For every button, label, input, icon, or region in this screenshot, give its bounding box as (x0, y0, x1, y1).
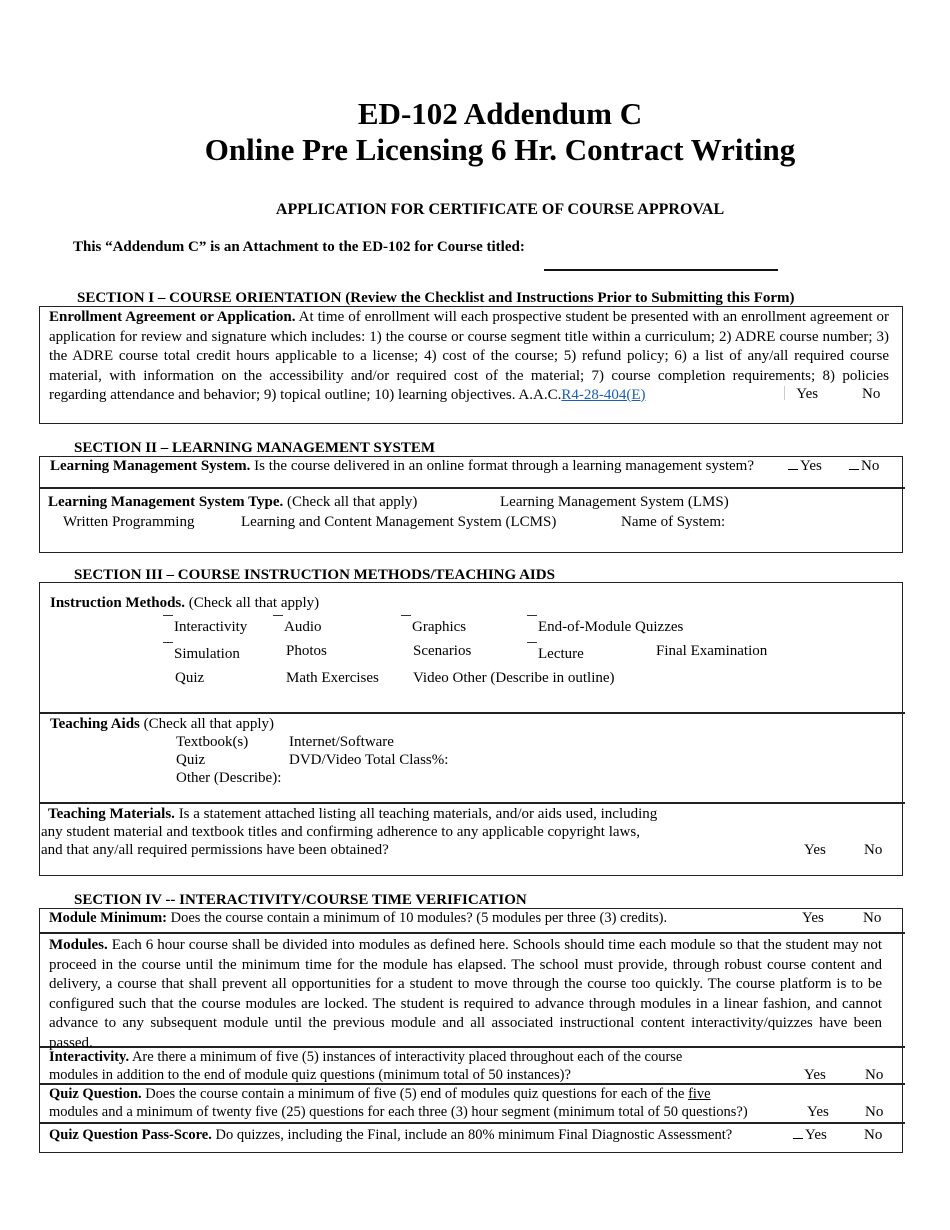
pass-score-no-option[interactable]: No (864, 1127, 883, 1143)
yes-label: Yes (805, 1127, 827, 1143)
no-label: No (861, 458, 880, 474)
teaching-materials-text: Is a statement attached listing all teaching materials, and/or aids used, including (174, 806, 658, 822)
lms-yes-option[interactable] (788, 457, 822, 477)
lms-type-option-written-programming[interactable]: Written Programming (63, 514, 195, 530)
section2-heading: SECTION II – LEARNING MANAGEMENT SYSTEM (74, 440, 436, 456)
teaching-materials-label: Teaching Materials. (48, 806, 175, 822)
quiz-question-underlined: five (688, 1086, 711, 1102)
section3-divider-2 (39, 802, 905, 804)
method-option-interactivity[interactable] (163, 615, 247, 638)
checkbox-icon (401, 615, 411, 617)
method-option-lecture[interactable] (527, 642, 584, 665)
module-minimum-question (49, 909, 667, 929)
teaching-materials-line2: any student material and textbook titles and confirming adherence to any applicable copyright laws, (41, 824, 640, 840)
teaching-aids-hint: (Check all that apply) (139, 716, 275, 732)
document-title-line1: ED-102 Addendum C (357, 96, 643, 131)
lms-type-option-lcms[interactable]: Learning and Content Management System (LCMS) (241, 514, 557, 530)
module-minimum-text: Does the course contain a minimum of 10 modules? (5 modules per three (3) credits). (167, 910, 668, 926)
method-option-final-examination[interactable]: Final Examination (656, 643, 768, 659)
lms-type-question (48, 493, 417, 513)
method-option-quiz[interactable]: Quiz (175, 670, 205, 686)
section3-divider-1 (39, 712, 905, 714)
quiz-question-no-option[interactable]: No (865, 1104, 884, 1120)
interactivity-text: Are there a minimum of five (5) instances of interactivity placed throughout each of the course (129, 1049, 683, 1065)
pass-score-text: Do quizzes, including the Final, include an 80% minimum Final Diagnostic Assessment? (211, 1127, 733, 1143)
method-option-scenarios[interactable]: Scenarios (413, 643, 472, 659)
document-title-line2: Online Pre Licensing 6 Hr. Contract Writing (204, 132, 796, 167)
checkbox-icon (527, 642, 537, 644)
rule-link[interactable]: R4-28-404(E) (561, 387, 646, 403)
lms-question (50, 457, 754, 477)
aid-option-quiz[interactable]: Quiz (176, 752, 206, 768)
module-minimum-label: Module Minimum: (49, 910, 168, 926)
document-subtitle: APPLICATION FOR CERTIFICATE OF COURSE APPROVAL (275, 201, 725, 218)
interactivity-label: Interactivity. (49, 1049, 130, 1065)
enrollment-label: Enrollment Agreement or Application. (49, 309, 296, 325)
enrollment-no-option[interactable]: No (862, 386, 881, 402)
enrollment-text: At time of enrollment will each prospective student be presented with an enrollment agreement or application for review and signature which includes: 1) the course or course segment title within a curriculum; 2) ADRE course number; 3) the ADRE course total credit hours applicable to a license; 4) cost of the course; 5) refund policy; 6) a list of any/all required course material, with information on the accessibility and/or required cost of the material; 7) course completion requirements; 8) policies regarding attendance and behavior; 9) topical outline; 10) learning objectives. A.A.C. (49, 309, 889, 403)
aid-option-dvd-video[interactable]: DVD/Video Total Class%: (289, 752, 449, 768)
course-title-field[interactable] (544, 269, 778, 271)
interactivity-yes-option[interactable]: Yes (804, 1067, 826, 1083)
method-option-video-other[interactable]: Video Other (Describe in outline) (413, 670, 615, 686)
system-name-label: Name of System: (621, 514, 726, 530)
teaching-materials-no-option[interactable]: No (864, 842, 883, 858)
section4-heading: SECTION IV -- INTERACTIVITY/COURSE TIME VERIFICATION (74, 892, 527, 908)
yes-label: Yes (800, 458, 822, 474)
quiz-question-line1 (49, 1085, 711, 1105)
section3-heading: SECTION III – COURSE INSTRUCTION METHODS/TEACHING AIDS (74, 567, 555, 583)
quiz-question-label: Quiz Question. (49, 1086, 142, 1102)
method-option-simulation[interactable] (163, 642, 240, 665)
section2-divider (39, 487, 905, 489)
quiz-question-yes-option[interactable]: Yes (807, 1104, 829, 1120)
aid-option-textbooks[interactable]: Textbook(s) (176, 734, 249, 750)
module-minimum-yes-option[interactable]: Yes (802, 910, 824, 926)
lms-label: Learning Management System. (50, 458, 251, 474)
option-label: End-of-Module Quizzes (538, 619, 684, 635)
section1-heading: SECTION I – COURSE ORIENTATION (Review the Checklist and Instructions Prior to Submitting this Form) (77, 290, 795, 306)
lms-no-option[interactable] (849, 457, 879, 477)
option-label: Interactivity (174, 619, 248, 635)
enrollment-yes-option[interactable] (784, 385, 818, 405)
option-label: Audio (284, 619, 322, 635)
aid-option-other[interactable]: Other (Describe): (176, 770, 282, 786)
module-minimum-no-option[interactable]: No (863, 910, 882, 926)
method-option-math-exercises[interactable]: Math Exercises (286, 670, 379, 686)
attachment-note: This “Addendum C” is an Attachment to the ED-102 for Course titled: (73, 239, 525, 255)
system-name-field[interactable] (732, 513, 892, 531)
modules-label: Modules. (49, 937, 108, 953)
checkbox-icon (849, 457, 859, 470)
option-label: Simulation (174, 646, 240, 662)
checkbox-icon (784, 386, 785, 400)
teaching-materials-yes-option[interactable]: Yes (804, 842, 826, 858)
pass-score-label: Quiz Question Pass-Score. (49, 1127, 212, 1143)
checkbox-icon (527, 615, 537, 617)
enrollment-agreement-question (49, 308, 889, 406)
checkbox-icon (163, 642, 173, 644)
quiz-question-text: Does the course contain a minimum of five (5) end of modules quiz questions for each of the (141, 1086, 689, 1102)
option-label: Graphics (412, 619, 467, 635)
method-option-audio[interactable] (273, 615, 322, 638)
interactivity-line1 (49, 1048, 682, 1068)
section4-divider-1 (39, 932, 905, 934)
lms-type-hint: (Check all that apply) (283, 494, 418, 510)
interactivity-no-option[interactable]: No (865, 1067, 884, 1083)
lms-text: Is the course delivered in an online format through a learning management system? (250, 458, 754, 474)
pass-score-yes-option[interactable] (793, 1126, 827, 1146)
aid-option-internet-software[interactable]: Internet/Software (289, 734, 394, 750)
checkbox-icon (793, 1126, 803, 1139)
lms-type-label: Learning Management System Type. (48, 494, 284, 510)
interactivity-line2: modules in addition to the end of module quiz questions (minimum total of 50 instances)? (49, 1067, 571, 1083)
option-label: Lecture (538, 646, 584, 662)
method-option-photos[interactable]: Photos (286, 643, 327, 659)
teaching-aids-label: Teaching Aids (50, 716, 140, 732)
quiz-question-line2: modules and a minimum of twenty five (25) questions for each three (3) hour segment (minimum total of 50 questions?) (49, 1104, 748, 1120)
teaching-aids-heading (50, 715, 274, 735)
checkbox-icon (163, 615, 173, 617)
modules-text: Each 6 hour course shall be divided into modules as defined here. Schools should time each module so that the student may not proceed in the course until the minimum time for the module has elapsed. The school must provide, through robust course content and delivery, a course that shall prevent all opportunities for a student to move through the course too quickly. The course platform is to be configured such that the course modules are locked. The student is required to advance through modules in a linear fashion, and cannot advance to any subsequent module until the previous module and all associated instructional content interactivity/quizzes have been passed. (49, 937, 882, 1051)
instruction-methods-hint: (Check all that apply) (185, 595, 320, 611)
checkbox-icon (273, 615, 283, 617)
yes-label: Yes (796, 386, 819, 402)
lms-type-option-lms[interactable]: Learning Management System (LMS) (500, 494, 729, 510)
instruction-methods-heading (50, 594, 319, 614)
instruction-methods-label: Instruction Methods. (50, 595, 186, 611)
method-option-end-of-module-quizzes[interactable] (527, 615, 683, 638)
pass-score-question (49, 1126, 732, 1146)
teaching-materials-line1 (48, 805, 657, 825)
checkbox-icon (788, 457, 798, 470)
modules-description (49, 936, 882, 1053)
teaching-materials-line3: and that any/all required permissions have been obtained? (41, 842, 389, 858)
method-option-graphics[interactable] (401, 615, 466, 638)
